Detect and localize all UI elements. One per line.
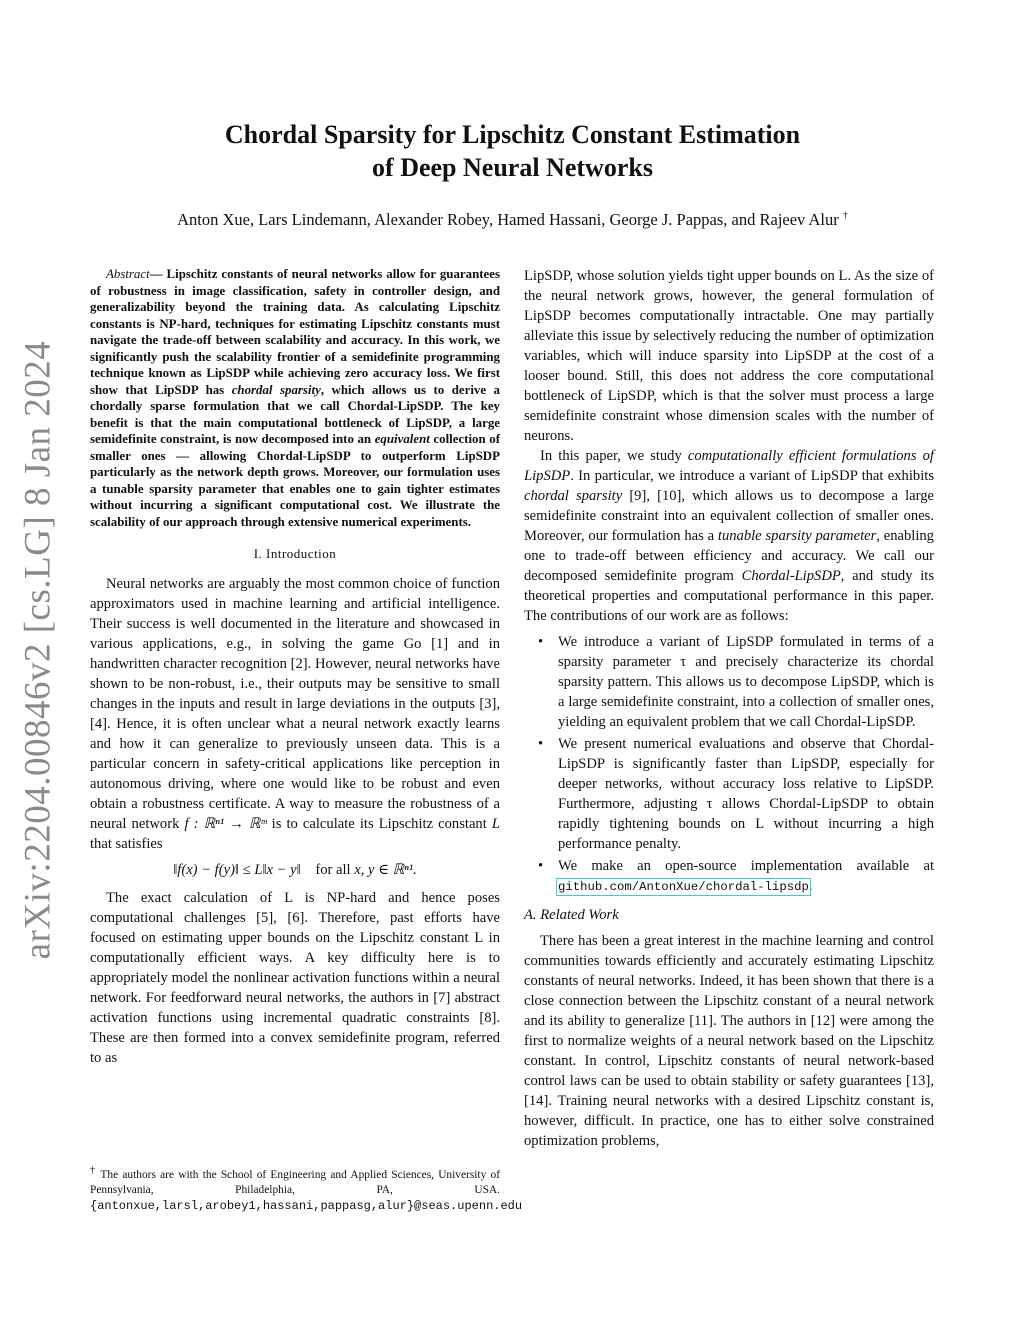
footnote-text: The authors are with the School of Engineering and Applied Sciences, University of Pennsylvania, Philadelphia, PA, USA.	[90, 1168, 501, 1197]
left-column	[90, 266, 500, 1068]
footnote-mark: †	[90, 1165, 97, 1176]
related-work-paragraph: There has been a great interest in the machine learning and control communities towards efficiently and accurately estimating Lipschitz constants of neural networks. Indeed, it has been shown that there is a close connection between the Lipschitz constant of a neural network and its ability to generalize [11]. The authors in [12] were among the first to normalize weights of a neural network based on the Lipschitz constant. In control, Lipschitz constants of neural network-based control laws can be used to obtain stability or safety guarantees [13], [14]. Training neural networks with a desired Lipschitz constant is, however, difficult. In practice, one has to either solve constrained optimization problems,	[524, 933, 934, 1149]
right-column	[524, 266, 934, 1151]
authors-names: Anton Xue, Lars Lindemann, Alexander Robey, Hamed Hassani, George J. Pappas, and Rajeev Alur	[177, 210, 839, 229]
arxiv-identifier: arXiv:2204.00846v2 [cs.LG] 8 Jan 2024	[17, 340, 59, 960]
subsection-heading-related-work: A. Related Work	[524, 907, 619, 923]
paper-title	[150, 118, 875, 184]
abstract: Abstract— Lipschitz constants of neural networks allow for guarantees of robustness in image classification, safety in controller design, and generalizability beyond the training data. As calculating Lipschitz constants is NP-hard, techniques for estimating Lipschitz constants must navigate the trade-off between scalability and accuracy. In this work, we significantly push the scalability frontier of a semidefinite programming technique known as LipSDP while achieving zero accuracy loss. We first show that LipSDP has chordal sparsity, which allows us to derive a chordally sparse formulation that we call Chordal-LipSDP. The key benefit is that the main computational bottleneck of LipSDP, a large semidefinite constraint, is now decomposed into an equivalent collection of smaller ones — allowing Chordal-LipSDP to outperform LipSDP particularly as the network depth grows. Moreover, our formulation uses a tunable sparsity parameter that enables one to gain tighter estimates without incurring a significant computational cost. We illustrate the scalability of our approach through extensive numerical experiments.	[90, 267, 500, 529]
lipschitz-equation: ‖f(x) − f(y)‖ ≤ L‖x − y‖ for all x, y ∈ ℝⁿ¹.	[173, 862, 417, 878]
arxiv-sidebar	[8, 340, 68, 960]
intro-paragraph-1: Neural networks are arguably the most common choice of function approximators used in machine learning and artificial intelligence. Their success is well documented in the literature and showcased in various applications, e.g., in solving the game Go [1] and in handwritten character recognition [2]. However, neural networks have shown to be non-robust, i.e., their outputs may be sensitive to small changes in the inputs and result in large deviations in the outputs [3], [4]. Hence, it is often unclear what a neural network exactly learns and how it can generalize to previously unseen data. This is a particular concern in safety-critical applications like perception in autonomous driving, where one would like to be robust and even obtain a robustness certificate. A way to measure the robustness of a neural network f : ℝⁿ¹ → ℝᵐ is to calculate its Lipschitz constant L that satisfies	[90, 576, 500, 852]
author-list	[90, 210, 935, 230]
abstract-label: Abstract	[106, 267, 150, 281]
contribution-item: • We introduce a variant of LipSDP formulated in terms of a sparsity parameter τ and precisely characterize its chordal sparsity pattern. This allows us to decompose LipSDP, which is a large semidefinite constraint, into a collection of smaller ones, yielding an equivalent problem that we call Chordal-LipSDP.	[524, 632, 934, 732]
title-line-2: of Deep Neural Networks	[372, 153, 653, 182]
title-line-1: Chordal Sparsity for Lipschitz Constant Estimation	[224, 120, 801, 149]
footnote	[90, 1163, 523, 1214]
contributions-list	[524, 632, 934, 897]
contribution-item: • We make an open-source implementation available at github.com/AntonXue/chordal-lipsdp.	[524, 856, 934, 897]
github-link[interactable]: github.com/AntonXue/chordal-lipsdp	[558, 880, 809, 894]
author-dagger: †	[842, 210, 848, 222]
intro-paragraph-2: The exact calculation of L is NP-hard and hence poses computational challenges [5], [6]. Therefore, past efforts have focused on estimating upper bounds on the Lipschitz constant L in computationally efficient ways. A key difficulty here is to appropriately model the nonlinear activation functions within a neural network. For feedforward neural networks, the authors in [7] abstract activation functions using incremental quadratic constraints [8]. These are then formed into a convex semidefinite program, referred to as	[90, 890, 500, 1066]
section-heading-introduction: I. Introduction	[253, 546, 337, 561]
right-paragraph-2: In this paper, we study computationally efficient formulations of LipSDP. In particular, we introduce a variant of LipSDP that exhibits chordal sparsity [9], [10], which allows us to decompose a large semidefinite constraint into an equivalent collection of smaller ones. Moreover, our formulation has a tunable sparsity parameter, enabling one to trade-off between efficiency and accuracy. We call our decomposed semidefinite program Chordal-LipSDP, and study its theoretical properties and computational performance in this paper. The contributions of our work are as follows:	[524, 448, 934, 624]
contribution-item: • We present numerical evaluations and observe that Chordal-LipSDP is significantly faster than LipSDP, especially for deeper networks, without accuracy loss relative to LipSDP. Furthermore, adjusting τ allows Chordal-LipSDP to obtain rapidly tightening bounds on L without incurring a high performance penalty.	[524, 734, 934, 854]
right-paragraph-1: LipSDP, whose solution yields tight upper bounds on L. As the size of the neural network grows, however, the general formulation of LipSDP becomes computationally intractable. One may partially alleviate this issue by selectively reducing the number of optimization variables, which will induce sparsity into LipSDP at the cost of a looser bound. Still, this does not address the core computational bottleneck of LipSDP, which is that the solver must process a large semidefinite constraint whose dimension scales with the number of neurons.	[524, 268, 934, 444]
footnote-emails: {antonxue,larsl,arobey1,hassani,pappasg,alur}@seas.upenn.edu	[90, 1198, 523, 1213]
